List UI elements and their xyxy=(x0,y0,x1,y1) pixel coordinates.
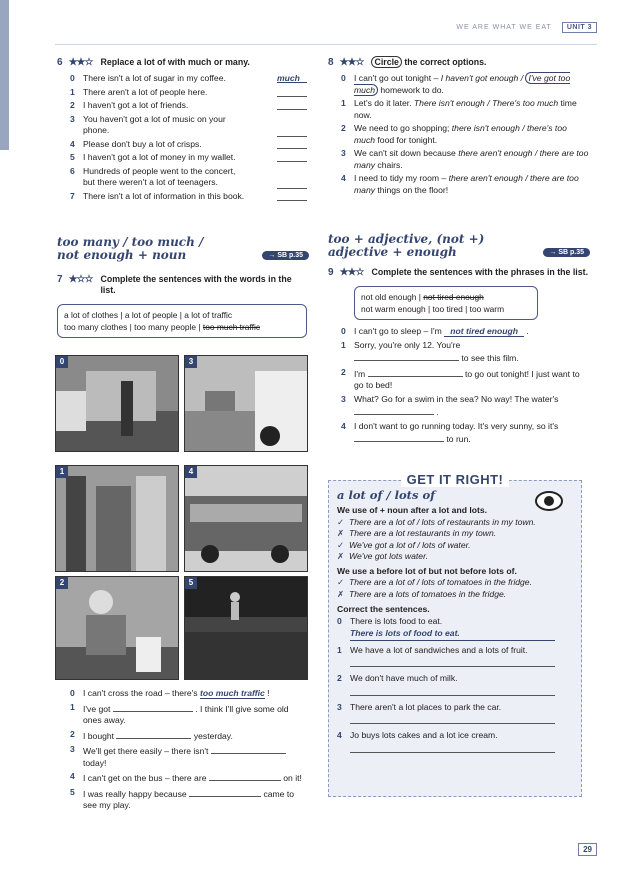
exercise-8 xyxy=(328,57,590,196)
cross-icon: ✗ xyxy=(337,528,345,538)
list-item: 3 What? Go for a swim in the sea? No way! The water's . xyxy=(341,393,559,417)
get-it-right-title: GET IT RIGHT! xyxy=(401,472,510,487)
answer-field[interactable] xyxy=(277,152,307,162)
exercise-number: 8 xyxy=(328,57,334,68)
list-item: 2 We need to go shopping; there isn't enough / there's too much food for tonight. xyxy=(341,123,567,145)
photo-theatre xyxy=(184,576,308,680)
grammar-rule: We use a before lot of but not before lots of. xyxy=(337,565,517,576)
answer-field[interactable] xyxy=(113,702,193,712)
option-choice[interactable]: there aren't enough / there are too many xyxy=(354,173,579,195)
list-item: 6 Hundreds of people went to the concert, but there weren't a lot of teenagers. xyxy=(70,166,307,189)
list-item: 1 I've got . I think I'll give some old ones away. xyxy=(70,701,289,725)
correct-example: ✓ There are a lot of / lots of restaurants in my town. xyxy=(337,516,536,527)
grammar-heading-left: too many / too much / not enough + noun → SB p.35 xyxy=(57,236,309,262)
answer-field[interactable] xyxy=(277,139,307,149)
incorrect-example: ✗ There are a lot restaurants in my town. xyxy=(337,528,497,538)
exercise-8-header xyxy=(328,57,590,68)
exercise-7-items xyxy=(70,688,308,812)
grammar-heading-right: too + adjective, (not +) adjective + enough → SB p.35 xyxy=(328,233,590,259)
check-icon: ✓ xyxy=(337,577,345,587)
exercise-instruction: Replace a lot of with much or many. xyxy=(100,57,250,67)
eye-icon xyxy=(535,491,563,511)
list-item: 5 I haven't got a lot of money in my wallet. xyxy=(70,152,307,164)
photo-number: 2 xyxy=(56,577,68,589)
cross-icon: ✗ xyxy=(337,588,345,599)
photo-number: 0 xyxy=(56,356,68,368)
photo-number: 1 xyxy=(56,466,68,478)
answer-field[interactable] xyxy=(189,787,261,797)
incorrect-example: ✗ We've got lots water. xyxy=(337,551,429,561)
difficulty-stars-icon: ★★☆ xyxy=(339,267,364,278)
list-item: 3 We'll get there easily – there isn't today! xyxy=(70,744,308,769)
answer-field[interactable] xyxy=(277,179,307,189)
answer-field[interactable]: not tired enough xyxy=(444,326,524,337)
list-item: 0 There is lots food to eat. xyxy=(337,615,443,626)
exercise-7 xyxy=(57,274,307,338)
difficulty-stars-icon: ★★☆ xyxy=(68,57,93,68)
exercise-instruction: the correct options. xyxy=(401,57,487,67)
page-binding-strip xyxy=(0,0,9,150)
photo-number: 5 xyxy=(185,577,197,589)
exercise-6 xyxy=(57,57,307,202)
option-choice[interactable]: there aren't enough / there are too many xyxy=(354,148,589,170)
photo-number: 3 xyxy=(185,356,197,368)
cross-icon: ✗ xyxy=(337,551,345,561)
page-number: 29 xyxy=(578,843,597,856)
phrase-list-box: not old enough | not tired enough not warm enough | too tired | too warm xyxy=(354,286,538,320)
correct-example: ✓ There are a lot of / lots of tomatoes in the fridge. xyxy=(337,577,532,587)
exercise-7-header xyxy=(57,274,307,296)
photo-shopping-bags xyxy=(55,576,179,680)
list-item: 1 We have a lot of sandwiches and a lots of fruit. xyxy=(337,644,528,655)
exercise-6-header xyxy=(57,57,307,68)
grammar-rule: We use of + noun after a lot and lots. xyxy=(337,505,488,515)
circle-word: Circle xyxy=(371,56,401,68)
list-item: 2 I bought yesterday. xyxy=(70,728,233,741)
header-rule xyxy=(55,44,597,45)
answer-field[interactable]: much xyxy=(277,73,307,83)
answer-field[interactable] xyxy=(277,127,307,137)
list-item: 4 I can't get on the bus – there are on it! xyxy=(70,771,302,783)
get-it-right-subtitle: a lot of / lots of xyxy=(337,488,436,502)
exercise-instruction: Complete the sentences with the phrases in the list. xyxy=(371,267,589,277)
list-item: 3 We can't sit down because there aren't enough / there are too many chairs. xyxy=(341,148,589,170)
answer-field[interactable] xyxy=(354,405,434,415)
exercise-instruction: Complete the sentences with the words in the list. xyxy=(100,274,292,295)
list-item: 3 You haven't got a lot of music on your phone. xyxy=(70,114,307,137)
list-item: 1 Let's do it later. There isn't enough / There's too much time now. xyxy=(341,98,577,120)
list-item: 4 Please don't buy a lot of crisps. xyxy=(70,139,307,151)
get-it-right-box xyxy=(328,472,582,797)
list-item: 2 We don't have much of milk. xyxy=(337,673,458,683)
exercise-number: 6 xyxy=(57,57,63,68)
unit-badge: UNIT 3 xyxy=(562,22,597,33)
answer-field[interactable] xyxy=(368,367,463,377)
list-item: 2 I'm to go out tonight! I just want to go to bed! xyxy=(341,366,580,390)
exercise-number: 9 xyxy=(328,267,334,278)
difficulty-stars-icon: ★☆☆ xyxy=(68,274,93,285)
check-icon: ✓ xyxy=(337,516,345,527)
check-icon: ✓ xyxy=(337,539,345,550)
list-item: 1 Sorry, you're only 12. You're to see this film. xyxy=(341,339,519,363)
difficulty-stars-icon: ★★☆ xyxy=(339,57,364,68)
answer-field[interactable] xyxy=(211,744,286,754)
list-item: 0 I can't cross the road – there's too much traffic ! xyxy=(70,688,270,698)
correct-heading: Correct the sentences. xyxy=(337,604,430,614)
option-choice[interactable]: There isn't enough / There's too much xyxy=(413,98,559,108)
answer-field[interactable]: too much traffic xyxy=(199,688,265,698)
photo-wardrobe xyxy=(55,465,179,572)
answer-field[interactable] xyxy=(277,100,307,110)
running-header xyxy=(456,22,597,33)
photo-empty-road xyxy=(184,355,308,452)
list-item: 4 I need to tidy my room – there aren't enough / there are too many things on the floor! xyxy=(341,173,579,195)
exercise-9-header xyxy=(328,267,590,278)
answer-field[interactable] xyxy=(277,87,307,97)
word-list-box: a lot of clothes | a lot of people | a lot of traffic too many clothes | too many people | too much traffic xyxy=(57,304,307,338)
exercise-9 xyxy=(328,267,590,446)
list-item: 5 I was really happy because came to see my play. xyxy=(70,786,295,810)
circled-answer[interactable]: I've got too much xyxy=(354,73,571,95)
answer-field[interactable] xyxy=(350,666,555,667)
answer-field[interactable] xyxy=(350,695,555,696)
incorrect-example: ✗ There are a lots of tomatoes in the fridge. xyxy=(337,588,507,599)
answer-field[interactable]: There is lots of food to eat. xyxy=(350,627,555,641)
list-item: 4 Jo buys lots cakes and a lot ice cream. xyxy=(337,730,498,740)
list-item: 3 There aren't a lot places to park the car. xyxy=(337,701,502,712)
list-item: 0 I can't go out tonight – I haven't got enough / I've got too much homework to do. xyxy=(341,73,571,95)
answer-field[interactable] xyxy=(350,723,555,724)
list-item: 4 I don't want to go running today. It's very sunny, so it's to run. xyxy=(341,420,559,444)
exercise-number: 7 xyxy=(57,274,63,285)
student-book-reference[interactable]: → SB p.35 xyxy=(262,251,309,260)
answer-field[interactable] xyxy=(116,729,191,739)
list-item: 0 I can't go to sleep – I'm not tired enough . xyxy=(341,326,529,336)
correct-example: ✓ We've got a lot of / lots of water. xyxy=(337,539,471,550)
student-book-reference[interactable]: → SB p.35 xyxy=(543,248,590,257)
answer-field[interactable] xyxy=(354,432,444,442)
answer-field[interactable] xyxy=(209,771,281,781)
list-item: 1 There aren't a lot of people here. xyxy=(70,87,307,99)
list-item: 2 I haven't got a lot of friends. xyxy=(70,100,307,112)
answer-field[interactable] xyxy=(354,351,459,361)
answer-field[interactable] xyxy=(277,191,307,201)
option-choice[interactable]: there isn't enough / there's too much xyxy=(354,123,567,145)
answer-field[interactable] xyxy=(350,752,555,753)
photo-traffic xyxy=(55,355,179,452)
photo-number: 4 xyxy=(185,466,197,478)
list-item: 0 There isn't a lot of sugar in my coffee. much xyxy=(70,73,307,85)
header-title: WE ARE WHAT WE EAT xyxy=(456,24,552,31)
list-item: 7 There isn't a lot of information in this book. xyxy=(70,191,307,203)
photo-bus xyxy=(184,465,308,572)
